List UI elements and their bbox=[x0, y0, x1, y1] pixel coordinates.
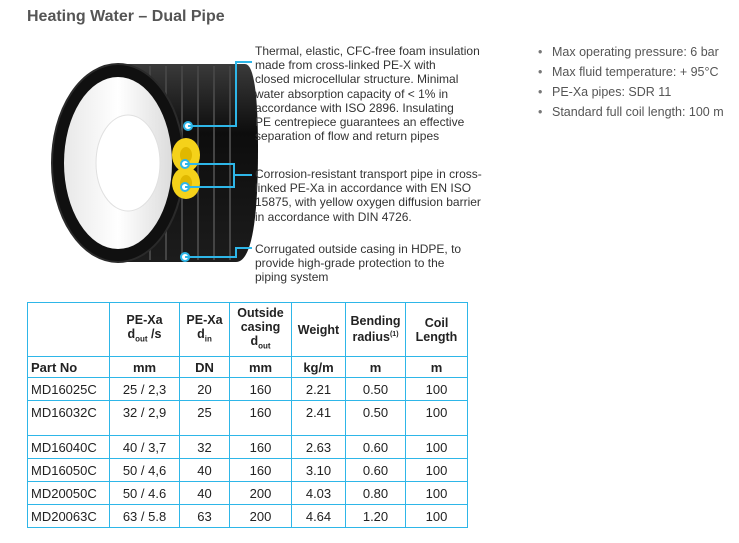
casing-description: Corrugated outside casing in HDPE, to provide high-grade protection to the piping system bbox=[255, 242, 462, 285]
header-blank bbox=[28, 303, 110, 357]
spec-item: • Standard full coil length: 100 m bbox=[538, 102, 724, 122]
header-outside-casing: Outside casing $d_{out}$ bbox=[230, 303, 292, 357]
header-bending-radius: Bending radius$^{(1)}$ bbox=[346, 303, 406, 357]
spec-list bbox=[538, 42, 724, 122]
unit-cell: mm bbox=[230, 357, 292, 378]
table-row: MD16040C 40 / 3,7 32 160 2.63 0.60 100 bbox=[28, 436, 468, 459]
spec-item: • Max fluid temperature: + 95°C bbox=[538, 62, 724, 82]
table-row: MD20050C 50 / 4.6 40 200 4.03 0.80 100 bbox=[28, 482, 468, 505]
pe-centrepiece bbox=[96, 115, 160, 211]
table-row: MD16050C 50 / 4,6 40 160 3.10 0.60 100 bbox=[28, 459, 468, 482]
header-coil-length: Coil Length bbox=[406, 303, 468, 357]
unit-cell: m bbox=[346, 357, 406, 378]
spec-item: • Max operating pressure: 6 bar bbox=[538, 42, 724, 62]
unit-cell: Part No bbox=[28, 357, 110, 378]
unit-cell: kg/m bbox=[292, 357, 346, 378]
transport-pipe-description: Corrosion-resistant transport pipe in cross- linked PE-Xa in accordance with EN ISO 15875, with yellow oxygen diffusion barrier in accordance with DIN 4726. bbox=[255, 167, 482, 224]
product-table bbox=[27, 302, 468, 528]
page-title: Heating Water – Dual Pipe bbox=[27, 8, 225, 25]
table-row: MD16025C 25 / 2,3 20 160 2.21 0.50 100 bbox=[28, 378, 468, 401]
unit-cell: mm bbox=[110, 357, 180, 378]
header-weight: Weight bbox=[292, 303, 346, 357]
unit-cell: m bbox=[406, 357, 468, 378]
units-row bbox=[28, 357, 468, 378]
insulation-description: Thermal, elastic, CFC-free foam insulation made from cross-linked PE-X with closed microcellular structure. Minimal water absorption capacity of < 1% in accordance with ISO 2896. Insulating PE centrepiece guarantees an effective separation of flow and return pipes bbox=[255, 44, 480, 144]
header-pexa-dout: PE-Xa $d_{out}$ /s bbox=[110, 303, 180, 357]
table-row: MD16032C 32 / 2,9 25 160 2.41 0.50 100 bbox=[28, 401, 468, 436]
header-pexa-din: PE-Xa $d_{in}$ bbox=[180, 303, 230, 357]
unit-cell: DN bbox=[180, 357, 230, 378]
table-row: MD20063C 63 / 5.8 63 200 4.64 1.20 100 bbox=[28, 505, 468, 528]
spec-item: • PE-Xa pipes: SDR 11 bbox=[538, 82, 724, 102]
